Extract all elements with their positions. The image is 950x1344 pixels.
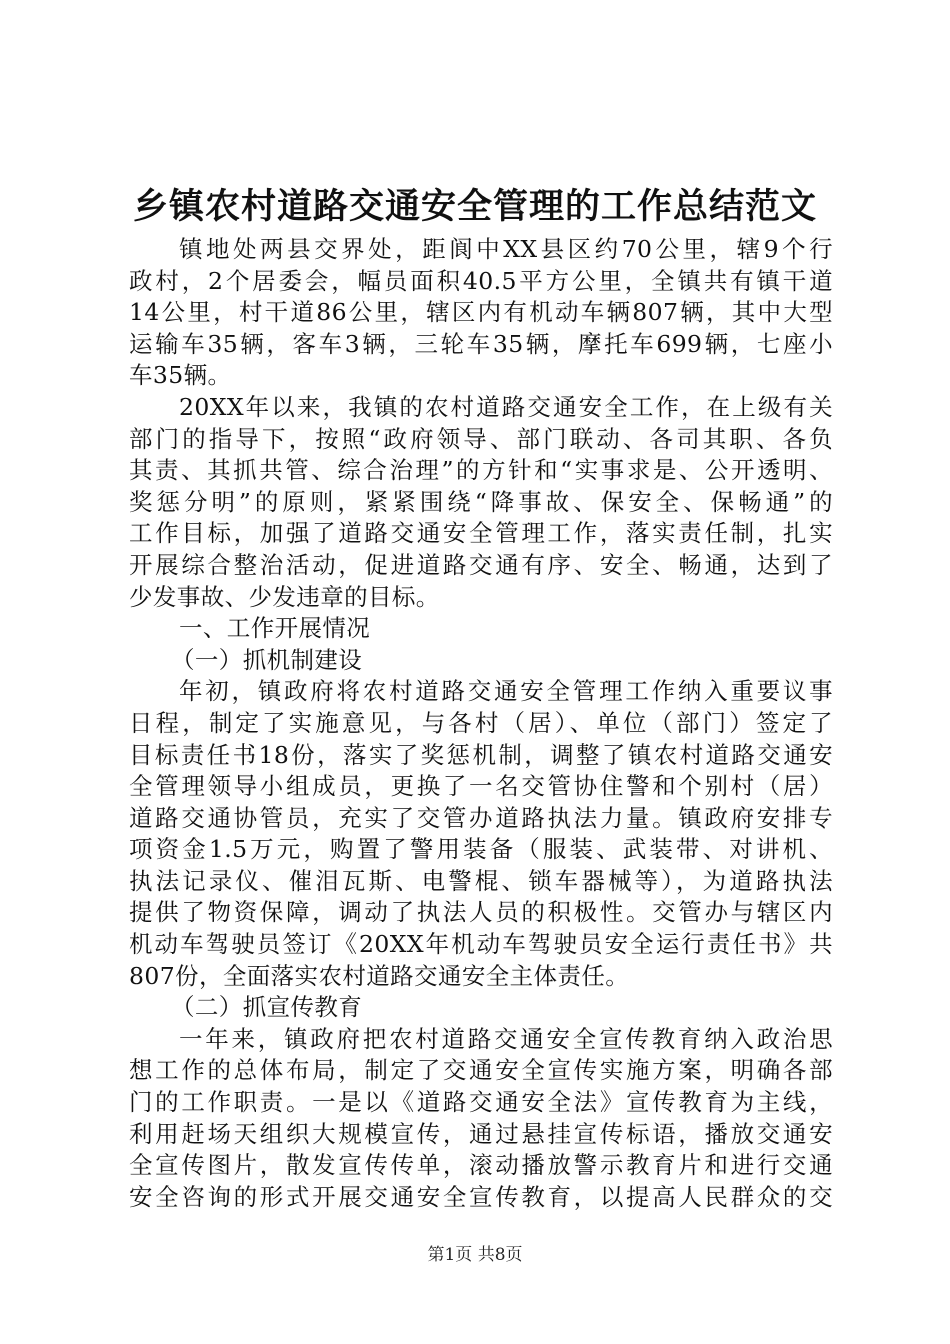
body-line: 想工作的总体布局，制定了交通安全宣传实施方案，明确各部 xyxy=(129,1056,833,1085)
body-line: 运输车35辆，客车3辆，三轮车35辆，摩托车699辆，七座小 xyxy=(129,329,833,358)
body-line: 奖惩分明”的原则，紧紧围绕“降事故、保安全、保畅通”的 xyxy=(129,487,833,516)
body-line: 部门的指导下，按照“政府领导、部门联动、各司其职、各负 xyxy=(129,424,833,453)
body-line: 利用赶场天组织大规模宣传，通过悬挂宣传标语，播放交通安 xyxy=(129,1119,833,1148)
body-line: 门的工作职责。一是以《道路交通安全法》宣传教育为主线， xyxy=(129,1088,833,1117)
body-line: 807份，全面落实农村道路交通安全主体责任。 xyxy=(129,961,630,990)
body-line: 道路交通协管员，充实了交管办道路执法力量。镇政府安排专 xyxy=(129,803,833,832)
body-line: 其责、其抓共管、综合治理”的方针和“实事求是、公开透明、 xyxy=(129,456,833,485)
body-line: 执法记录仪、催泪瓦斯、电警棍、锁车器械等），为道路执法 xyxy=(129,866,833,895)
body-line: 年初，镇政府将农村道路交通安全管理工作纳入重要议事 xyxy=(179,677,833,706)
body-line: 镇地处两县交界处，距阆中XX县区约70公里，辖9个行 xyxy=(179,235,833,263)
page-footer: 第1页 共8页 xyxy=(427,1245,523,1265)
body-line: 少发事故、少发违章的目标。 xyxy=(129,582,440,611)
body-line: 车35辆。 xyxy=(129,361,232,390)
document-title: 乡镇农村道路交通安全管理的工作总结范文 xyxy=(132,187,817,227)
body-line: 全管理领导小组成员，更换了一名交管协住警和个别村（居） xyxy=(129,772,833,801)
body-line: 政村，2个居委会，幅员面积40.5平方公里，全镇共有镇干道 xyxy=(129,266,833,295)
body-line: 安全咨询的形式开展交通安全宣传教育，以提高人民群众的交 xyxy=(129,1182,833,1211)
body-line: 目标责任书18份，落实了奖惩机制，调整了镇农村道路交通安 xyxy=(129,740,833,769)
body-line: 14公里，村干道86公里，辖区内有机动车辆807辆，其中大型 xyxy=(129,298,833,327)
body-line: 一年来，镇政府把农村道路交通安全宣传教育纳入政治思 xyxy=(179,1024,833,1053)
body-line: 开展综合整治活动，促进道路交通有序、安全、畅通，达到了 xyxy=(129,550,833,579)
body-line: 提供了物资保障，调动了执法人员的积极性。交管办与辖区内 xyxy=(129,898,833,927)
subsection-heading: （二）抓宣传教育 xyxy=(171,993,363,1022)
body-line: 20XX年以来，我镇的农村道路交通安全工作，在上级有关 xyxy=(179,392,833,421)
body-line: 工作目标，加强了道路交通安全管理工作，落实责任制，扎实 xyxy=(129,519,833,548)
subsection-heading: （一）抓机制建设 xyxy=(171,645,363,674)
document-body xyxy=(129,234,833,1213)
body-line: 全宣传图片，散发宣传传单，滚动播放警示教育片和进行交通 xyxy=(129,1151,833,1180)
body-line: 日程，制定了实施意见，与各村（居）、单位（部门）签定了 xyxy=(129,708,833,737)
section-heading: 一、工作开展情况 xyxy=(179,614,371,643)
body-line: 项资金1.5万元，购置了警用装备（服装、武装带、对讲机、 xyxy=(129,835,833,864)
body-line: 机动车驾驶员签订《20XX年机动车驾驶员安全运行责任书》共 xyxy=(129,930,833,959)
